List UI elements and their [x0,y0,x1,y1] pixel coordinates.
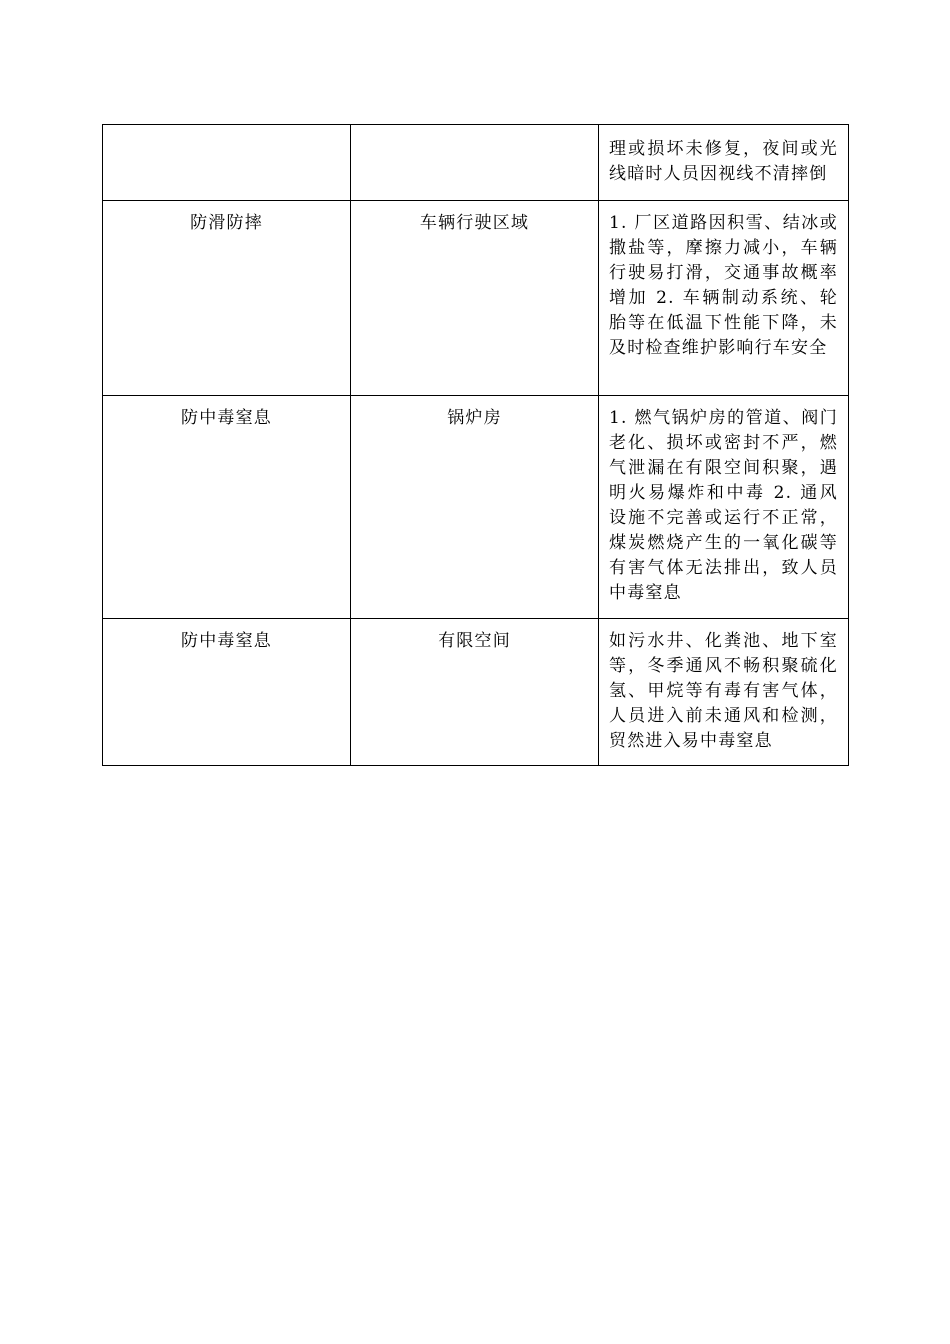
area-cell [351,125,599,201]
hazard-table [102,124,849,766]
risk-cell: 1. 厂区道路因积雪、结冰或撒盐等，摩擦力减小，车辆行驶易打滑，交通事故概率增加 2. 车辆制动系统、轮胎等在低温下性能下降，未及时检查维护影响行车安全 [599,201,849,396]
category-cell: 防中毒窒息 [103,619,351,766]
risk-cell: 1. 燃气锅炉房的管道、阀门老化、损坏或密封不严，燃气泄漏在有限空间积聚，遇明火易爆炸和中毒 2. 通风设施不完善或运行不正常，煤炭燃烧产生的一氧化碳等有害气体无法排出，致人员中毒窒息 [599,396,849,619]
area-cell: 锅炉房 [351,396,599,619]
table-row [103,619,849,766]
area-cell: 有限空间 [351,619,599,766]
category-cell [103,125,351,201]
category-cell: 防滑防摔 [103,201,351,396]
area-cell: 车辆行驶区域 [351,201,599,396]
risk-cell: 理或损坏未修复，夜间或光线暗时人员因视线不清摔倒 [599,125,849,201]
risk-cell: 如污水井、化粪池、地下室等，冬季通风不畅积聚硫化氢、甲烷等有毒有害气体，人员进入前未通风和检测，贸然进入易中毒窒息 [599,619,849,766]
table-row [103,201,849,396]
table-row [103,125,849,201]
table-row [103,396,849,619]
category-cell: 防中毒窒息 [103,396,351,619]
